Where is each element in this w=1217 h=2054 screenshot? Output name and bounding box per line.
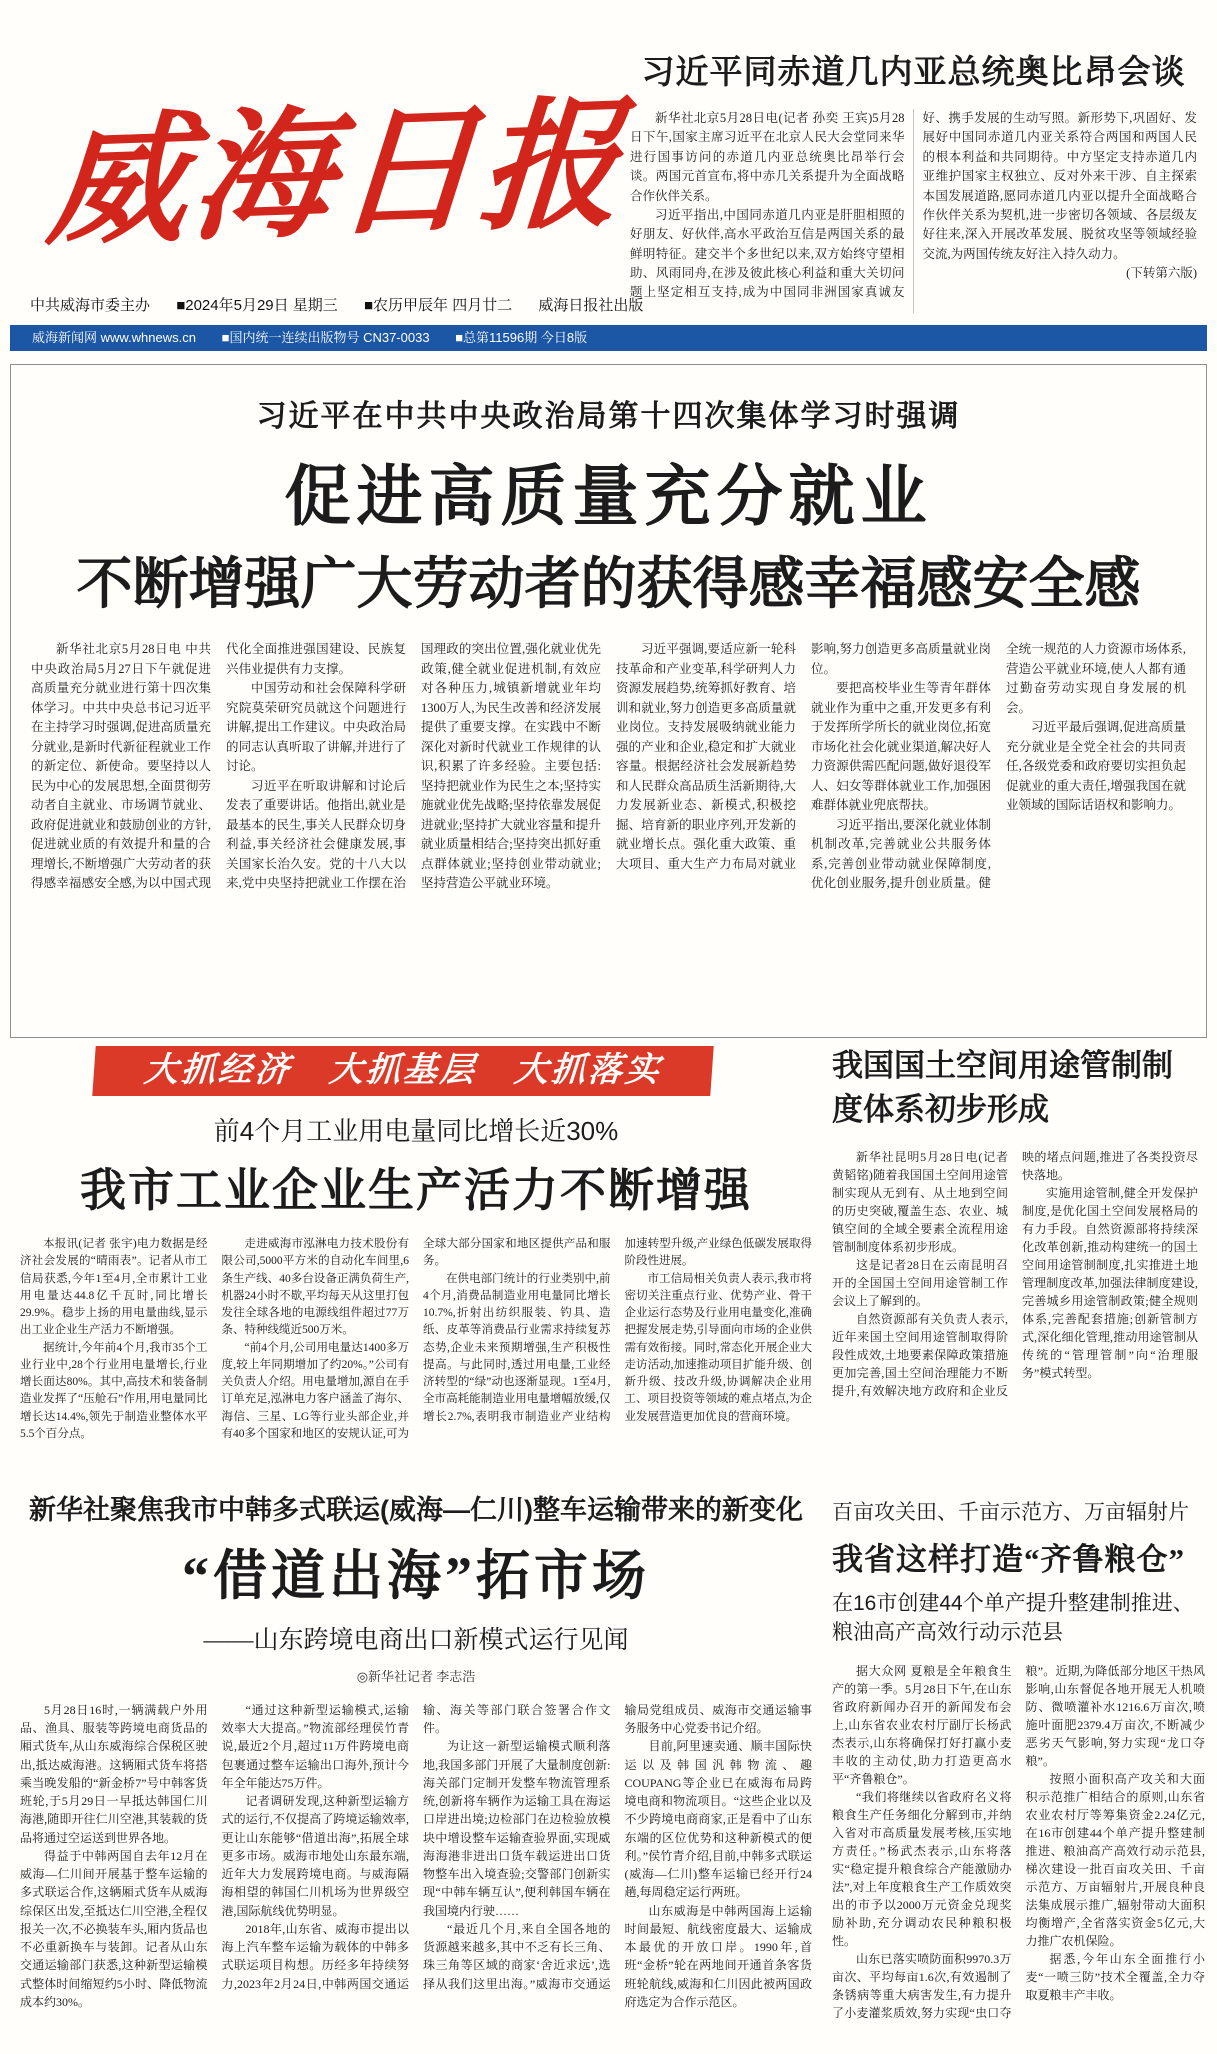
paragraph: 实施用途管制,健全开发保护制度,是优化国土空间发展格局的有力手段。自然资源部将持续深化改革创新,推动构建统一的国土空间用途管制制度,扎实推进土地管理制度改革,加强法律制度建设,完善城乡用途管制政策;健全规则体系,完善配套措施;创新管制方式,深化细化管理,推动用途管制从传统的“管理管制”向“治理服务”模式转型。 xyxy=(1022,1186,1198,1381)
paragraph: 5月28日16时,一辆满载户外用品、渔具、服装等跨境电商货品的厢式货车,从山东威海综合保税区驶出,抵达威海港。这辆厢式货车将搭乘当晚发船的“新金桥7”号中韩客货班轮,于5月29日一早抵达韩国仁川海港,随即开往仁川空港,其装载的货品将通过空运送到世界各地。 xyxy=(20,1703,208,1845)
sea-subtitle: ——山东跨境电商出口新模式运行见闻 xyxy=(203,1627,629,1654)
publication-number: ■国内统一连续出版物号 CN37-0033 xyxy=(221,330,430,345)
sea-body xyxy=(20,1701,812,2031)
paragraph: 2018年,山东省、威海市提出以海上汽车整车运输为载体的中韩多式联运项目构想。历经多年持续努力,2023年2月24日,中韩两国交通运输、海关等部门联合签署合作文件。 xyxy=(221,1703,611,1991)
slogan-banner: 大抓经济 大抓基层 大抓落实 xyxy=(92,1046,713,1096)
paragraph: 新华社北京5月28日电(记者 孙奕 王宾)5月28日下午,国家主席习近平在北京人民大会堂同来华进行国事访问的赤道几内亚总统奥比昂举行会谈。两国元首宣布,将中赤几关系提升为全面战略合作伙伴关系。 xyxy=(630,111,905,203)
sea-article xyxy=(20,1488,812,2031)
diplomacy-article xyxy=(630,46,1197,313)
sea-byline: ◎新华社记者 李志浩 xyxy=(356,1669,476,1684)
diplomacy-body xyxy=(630,109,1197,313)
paragraph: 习近平最后强调,促进高质量充分就业是全党全社会的共同责任,各级党委和政府要切实担负起促就业的重大责任,增强我国在就业领域的国际话语权和影响力。 xyxy=(1006,720,1186,812)
website-url: 威海新闻网 www.whnews.cn xyxy=(32,330,196,345)
industry-body xyxy=(20,1236,812,1494)
grain-kicker: 百亩攻关田、千亩示范方、万亩辐射片 xyxy=(832,1501,1189,1524)
paragraph: 这是记者28日在云南昆明召开的全国国土空间用途管制工作会议上了解到的。 xyxy=(832,1258,1008,1309)
lead-kicker: 习近平在中共中央政治局第十四次集体学习时强调 xyxy=(256,400,961,433)
info-bar xyxy=(10,325,1207,351)
grain-body xyxy=(832,1662,1205,2034)
land-title: 我国国土空间用途管制制度体系初步形成 xyxy=(832,1048,1173,1128)
industry-title: 我市工业企业生产活力不断增强 xyxy=(80,1165,752,1216)
paragraph: “最近几个月,来自全国各地的货源越来越多,其中不乏有长三角、珠三角等区域的商家‘舍近求远’,选择从我们这里出海。”威海市交通运输局党组成员、威海市交通运输事务服务中心党委书记介绍。 xyxy=(423,1703,812,1991)
paragraph: 走进威海市泓淋电力技术股份有限公司,5000平方米的自动化车间里,6条生产线、40多台设备正满负荷生产,机器24小时不歇,平均每天从这里打包发往全球各地的电源线组件超过77万条、特种线缆近500万米。 xyxy=(221,1238,409,1337)
paragraph: 自然资源部有关负责人表示,近年来国土空间用途管制取得阶段性成效,土地要素保障政策措施更加完善,国土空间治理能力不断提升,有效解决地方政府和企业反映的堵点问题,推进了各类投资尽快落地。 xyxy=(832,1150,1198,1399)
paragraph: 要把高校毕业生等青年群体就业作为重中之重,开发更多有利于发挥所学所长的就业岗位,拓宽市场化社会化就业渠道,解决好人力资源供需匹配问题,做好退役军人、妇女等群体就业工作,加强困难群体就业兜底帮扶。 xyxy=(811,681,991,812)
land-body xyxy=(832,1148,1198,1450)
paragraph: 得益于中韩两国自去年12月在威海—仁川间开展基于整车运输的多式联运合作,这辆厢式货车从威海综保区出发,至抵达仁川空港,全程仅报关一次,不必换装车头,厢内货品也不必重新换车与装卸。记者从山东交通运输部门获悉,这种新型运输模式整体时间缩短约5小时、降低物流成本约30%。 xyxy=(20,1848,208,2009)
paragraph: 在供电部门统计的行业类别中,前4个月,消费品制造业用电量同比增长10.7%,折射出纺织服装、钓具、造纸、皮革等消费品行业需求持续复苏态势,企业未来预期增强,生产积极性提高。与此同时,透过用电量,工业经济转型的“绿”动也逐渐显现。1至4月,全市高耗能制造业用电量增幅放缓,仅增长2.7%,表明我市制造业产业结构加速转型升级,产业绿色低碳发展取得阶段性进展。 xyxy=(423,1238,812,1423)
press-name: 威海日报社出版 xyxy=(538,297,644,314)
paragraph: “我们将继续以省政府名义将粮食生产任务细化分解到市,并纳入省对市高质量发展考核,压实地方责任。”杨武杰表示,山东将落实“稳定提升粮食综合产能激励办法”,对上年度粮食生产工作质效突出的市予以2000万元资金兑现奖励补助,充分调动农民种粮积极性。 xyxy=(832,1789,1012,1948)
turn-page-note: (下转第六版) xyxy=(1126,266,1197,280)
sea-title: “借道出海”拓市场 xyxy=(182,1546,650,1606)
paragraph: 目前,阿里速卖通、顺丰国际快运以及韩国汎韩物流、趣COUPANG等企业已在威海布局跨境电商和物流项目。“这些企业以及不少跨境电商商家,正是看中了山东东端的区位优势和这种新模式的便利。”侯竹青介绍,目前,中韩多式联运(威海—仁川)整车运输已经开行24趟,每周稳定运行两班。 xyxy=(624,1739,812,1900)
grain-title: 我省这样打造“齐鲁粮仓” xyxy=(832,1542,1185,1577)
paragraph: 习近平指出,中国同赤道几内亚是肝胆相照的好朋友、好伙伴,高水平政治互信是两国关系的最鲜明特征。建交半个多世纪以来,双方始终守望相助、风雨同舟,在涉及彼此核心利益和重大关切问题上坚定相互支持,成为中国同非洲国家真诚友好、携手发展的生动写照。新形势下,巩固好、发展好中国同赤道几内亚关系符合两国和两国人民的根本利益和共同期待。中方坚定支持赤道几内亚维护国家主权独立、反对外来干涉、自主探索本国发展道路,愿同赤道几内亚以提升全面战略合作伙伴关系为契机,进一步密切各领域、各层级友好往来,深入开展改革发展、脱贫攻坚等领域经验交流,为两国传统友好注入持久动力。 xyxy=(630,111,1197,300)
paragraph: 按照小面积高产攻关和大面积示范推广相结合的原则,山东省农业农村厅等筹集资金2.24亿元,在16市创建44个单产提升整建制推进、粮油高产高效行动示范县,梯次建设一批百亩攻关田、千亩示范方、万亩辐射片,开展良种良法集成展示推广,辐射带动大面积均衡增产,全省落实资金5亿元,大力推广农机保险。 xyxy=(1025,1771,1205,1948)
grain-article xyxy=(832,1496,1205,2034)
lead-title-line1: 促进高质量充分就业 xyxy=(284,461,933,534)
paragraph: 习近平在听取讲解和讨论后发表了重要讲话。他指出,就业是最基本的民生,事关人民群众切身利益,事关经济社会健康发展,事关国家长治久安。党的十八大以来,党中央坚持把就业工作摆在治国理政的突出位置,强化就业优先政策,健全就业促进机制,有效应对各种压力,城镇新增就业年均1300万人,为民生改善和经济发展提供了重要支撑。在实践中不断深化对新时代就业工作规律的认识,积累了许多经验。主要包括:坚持把就业作为民生之本;坚持实施就业优先战略;坚持依靠发展促进就业;坚持扩大就业容量和提升就业质量相结合;坚持突出抓好重点群体就业;坚持创业带动就业;坚持营造公平就业环境。 xyxy=(226,642,601,890)
paragraph: 新华社昆明5月28日电(记者 黄韬铭)随着我国国土空间用途管制实现从无到有、从土地到空间的历史突破,覆盖生态、农业、城镇空间的全域全要素全流程用途管制制度体系初步形成。 xyxy=(832,1150,1008,1255)
lead-body xyxy=(31,640,1186,1052)
publisher-line xyxy=(30,294,690,315)
paragraph: 记者调研发现,这种新型运输方式的运行,不仅提高了跨境运输效率,更让山东能够“借道出海”,拓展全球更多市场。威海市地处山东最东端,近年大力发展跨境电商。与威海隔海相望的韩国仁川机场为世界级空港,国际航线优势明显。 xyxy=(221,1794,409,1918)
paragraph: 习近平强调,要适应新一轮科技革命和产业变革,科学研判人力资源发展趋势,统筹抓好教育、培训和就业,努力创造更多高质量就业岗位。支持发展吸纳就业能力强的产业和企业,稳定和扩大就业容量。根据经济社会发展新趋势和人民群众高品质生活新期待,大力发展新业态、新模式,积极挖掘、培育新的职业序列,开发新的就业增长点。强化重大政策、重大项目、重大生产力布局对就业影响,努力创造更多高质量就业岗位。 xyxy=(616,642,991,871)
paragraph: 据悉,今年山东全面推行小麦“一喷三防”技术全覆盖,全力夺取夏粮丰产丰收。 xyxy=(1025,1951,1205,2002)
paragraph: 中国劳动和社会保障科学研究院莫荣研究员就这个问题进行讲解,提出工作建议。中央政治局的同志认真听取了讲解,并进行了讨论。 xyxy=(226,681,406,773)
industry-article xyxy=(20,1046,812,1494)
publication-date: ■2024年5月29日 星期三 xyxy=(176,297,338,314)
paragraph: 市工信局相关负责人表示,我市将密切关注重点行业、优势产业、骨干企业运行态势及行业用电量变化,准确把握发展走势,引导面向市场的企业供需有效衔接。同时,常态化开展企业大走访活动,加速推动项目扩能升级、创新升级、技改升级,协调解决企业用工、项目投资等领域的难点堵点,为企业发展营造更加优良的营商环境。 xyxy=(624,1272,812,1423)
industry-kicker: 前4个月工业用电量同比增长近30% xyxy=(213,1116,619,1146)
land-article xyxy=(832,1044,1198,1450)
paragraph: 习近平指出,要深化就业体制机制改革,完善就业公共服务体系,完善创业带动就业保障制度,优化创业服务,提升创业质量。健全统一规范的人力资源市场体系,营造公平就业环境,使人人都有通过勤奋劳动实现自身发展的机会。 xyxy=(811,642,1186,890)
paragraph: 为让这一新型运输模式顺利落地,我国多部门开展了大量制度创新:海关部门定制开发整车物流管理系统,创新将车辆作为运输工具在海运口岸进出境;边检部门在边检验放模块中增设整车运输查验界面,实现威海海港非进出口货车载运进出口货物整车出入境查验;交警部门创新实现“中韩车辆互认”,便利韩国车辆在我国境内行驶…… xyxy=(423,1739,611,1918)
publisher-name: 中共威海市委主办 xyxy=(30,297,151,314)
diplomacy-title: 习近平同赤道几内亚总统奥比昂会谈 xyxy=(641,55,1186,91)
paragraph: 新华社北京5月28日电 中共中央政治局5月27日下午就促进高质量充分就业进行第十四次集体学习。中共中央总书记习近平在主持学习时强调,促进高质量充分就业,是新时代新征程就业工作的新定位、新使命。要坚持以人民为中心的发展思想,全面贯彻劳动者自主就业、市场调节就业、政府促进就业和鼓励创业的方针,促进就业质的有效提升和量的合理增长,不断增强广大劳动者的获得感幸福感安全感,为以中国式现代化全面推进强国建设、民族复兴伟业提供有力支撑。 xyxy=(31,642,406,890)
paragraph: “前4个月,公司用电量达1400多万度,较上年同期增加了约20%。”公司有关负责人介绍。用电量增加,源自在手订单充足,泓淋电力客户涵盖了海尔、海信、三星、LG等行业头部企业,并有40多个国家和地区的安规认证,可为全球大部分国家和地区提供产品和服务。 xyxy=(221,1238,611,1440)
sea-kicker: 新华社聚焦我市中韩多式联运(威海—仁川)整车运输带来的新变化 xyxy=(29,1495,803,1525)
masthead-logo: 威海日报 xyxy=(42,87,630,264)
paragraph: “通过这种新型运输模式,运输效率大大提高。”物流部经理侯竹青说,最近2个月,超过11万件跨境电商包裹通过整车运输出口海外,预计今年全年能达75万件。 xyxy=(221,1703,409,1790)
lead-title-line2: 不断增强广大劳动者的获得感幸福感安全感 xyxy=(76,554,1141,616)
paragraph: 山东威海是中韩两国海上运输时间最短、航线密度最大、运输成本最优的开放口岸。1990年,首班“金桥”轮在两地间开通首条客货班轮航线,威海和仁川因此被两国政府选定为合作示范区。 xyxy=(624,1903,812,2009)
paragraph: 山东已落实喷防面积9970.3万亩次、平均每亩1.6次,有效遏制了条锈病等重大病害发生,有力提升了小麦灌浆质效,努力实现“虫口夺粮”。近期,为降低部分地区干热风影响,山东督促各地开展无人机喷防、微喷灌补水1216.6万亩次,喷施叶面肥2379.4万亩次,不断减少恶劣天气影响,努力实现“龙口夺粮”。 xyxy=(832,1663,1205,2020)
lead-article xyxy=(10,364,1207,1038)
paragraph: 据统计,今年前4个月,我市35个工业行业中,28个行业用电量增长,行业增长面达80%。其中,高技术和装备制造业发挥了“压舱石”作用,用电量同比增长达14.4%,领先于制造业整体水平5.5个百分点。 xyxy=(20,1341,208,1440)
issue-number: ■总第11596期 今日8版 xyxy=(455,330,588,345)
grain-subtitle: 在16市创建44个单产提升整建制推进、粮油高产高效行动示范县 xyxy=(832,1592,1194,1645)
paragraph: 据大众网 夏粮是全年粮食生产的第一季。5月28日下午,在山东省政府新闻办召开的新闻发布会上,山东省农业农村厅副厅长杨武杰表示,山东将确保打好打赢小麦丰收的主动仗,助力打造更高水平“齐鲁粮仓”。 xyxy=(832,1663,1012,1786)
paragraph: 本报讯(记者 张宇)电力数据是经济社会发展的“晴雨表”。记者从市工信局获悉,今年1至4月,全市累计工业用电量达44.8亿千瓦时,同比增长29.9%。稳步上扬的用电量曲线,显示出工业企业生产活力不断增强。 xyxy=(20,1238,208,1337)
lunar-date: ■农历甲辰年 四月廿二 xyxy=(363,297,513,314)
